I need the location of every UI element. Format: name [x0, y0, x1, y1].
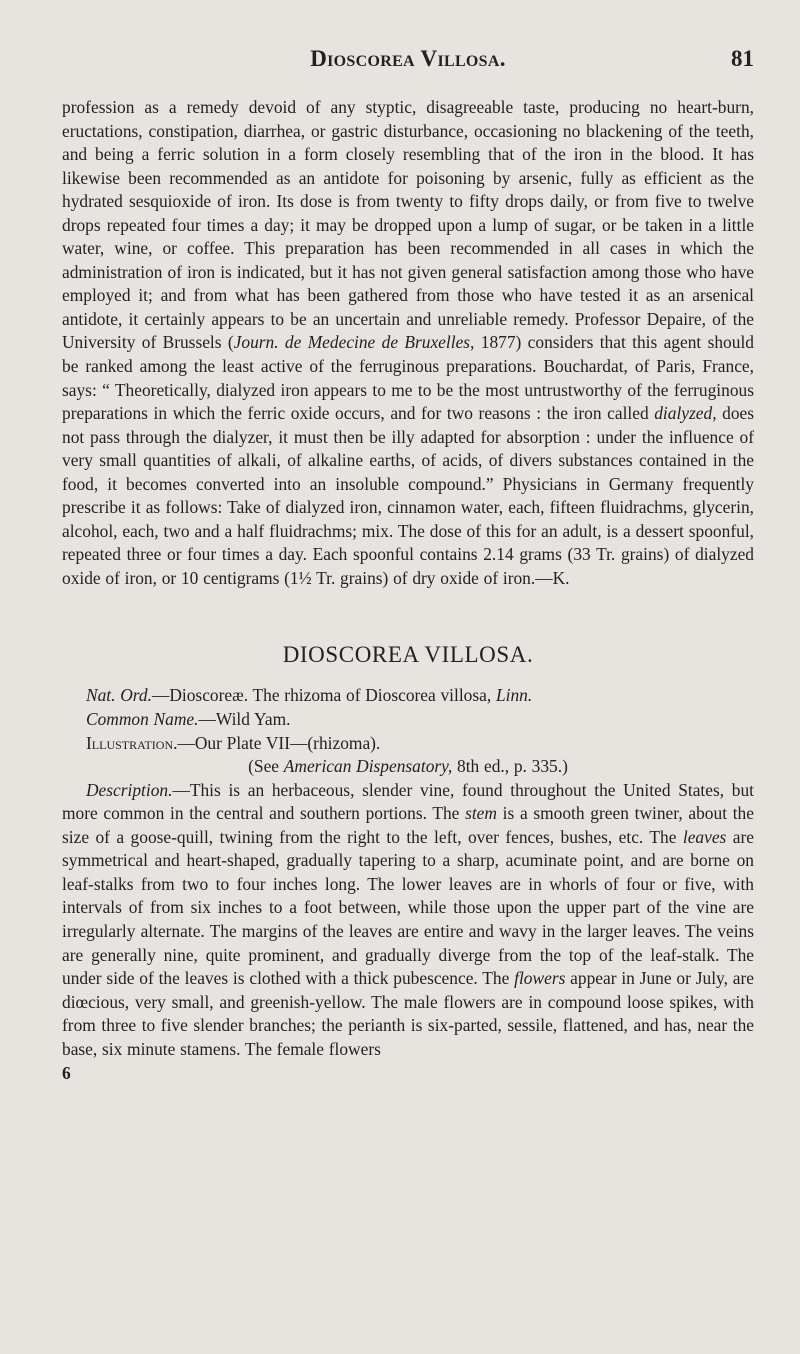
text-run: appear in June or July, are diœcious, very small, and greenish-yellow. The male flowers are in compound loose spikes, with from three to five slender branches; the perianth is six-parted, sessile, flattened, and has, near the base, six minute stamens. The female flowers	[62, 968, 754, 1059]
common-name-text: —Wild Yam.	[198, 709, 291, 730]
reference-line	[62, 755, 754, 779]
nat-ord-line	[62, 684, 754, 708]
text-run: is a smooth green twiner, about the size of a goose-quill, twining from the right to the left, over fences, bushes, etc. The	[62, 803, 754, 847]
section-title: DIOSCOREA VILLOSA.	[282, 642, 534, 668]
nat-ord-label: Nat. Ord.	[86, 685, 152, 706]
description-paragraph	[62, 779, 754, 1062]
common-name-line	[62, 708, 754, 732]
authority: Linn.	[495, 685, 533, 706]
monograph-metadata	[62, 684, 754, 778]
italic-term: flowers	[514, 968, 566, 989]
text-run: does not pass through the dialyzer, it must then be illy adapted for absorption : under the influence of very small quantities of alkali, of alkaline earths, of acids, of divers substances contained in the food, it becomes converted into an insoluble compound.” Physicians in Germany frequently prescribe it as follows: Take of dialyzed iron, cinnamon water, each, fifteen fluidrachms, glycerin, alcohol, each, two and a half fluidrachms; mix. The dose of this for an adult, is a dessert spoonful, repeated three or four times a day. Each spoonful contains 2.14 grams (33 Tr. grains) of dialyzed oxide of iron, or 10 centigrams (1½ Tr. grains) of dry oxide of iron.—K.	[62, 403, 755, 588]
illustration-line	[62, 732, 754, 756]
reference-title: American Dispensatory,	[283, 756, 453, 777]
common-name-label: Common Name.	[86, 709, 199, 730]
page-number: 81	[731, 46, 754, 71]
journal-citation: Journ. de Medecine de Bruxelles,	[233, 332, 475, 353]
italic-term: leaves	[682, 826, 727, 847]
signature-mark: 6	[62, 1063, 71, 1084]
page-header	[62, 40, 754, 86]
text-run: profession as a remedy devoid of any styptic, disagreeable taste, producing no heart-burn, eructations, constipation, diarrhea, or gastric disturbance, occasioning no blackening of the teeth, and being a ferric solution in a form closely resembling that of the iron in the blood. It has likewise been recommended as an antidote for poisoning by arsenic, fully as efficient as the hydrated sesquioxide of iron. Its dose is from twenty to fifty drops daily, or from five to twelve drops repeated four times a day; it may be dropped upon a lump of sugar, or be taken in a little water, wine, or coffee. This preparation has been recommended in all cases in which the administration of iron is indicated, but it has not given general satisfaction among those who have employed it; and from what has been gathered from those who have tested it as an arsenical antidote, it certainly appears to be an uncertain and unreliable remedy. Professor Depaire, of the University of Brussels (	[62, 97, 754, 353]
description-label: Description.	[86, 779, 173, 800]
running-head: Dioscorea Villosa.	[310, 46, 506, 71]
nat-ord-text: —Dioscoreæ. The rhizoma of Dioscorea villosa,	[151, 685, 496, 706]
illustration-text: —Our Plate VII—(rhizoma).	[177, 732, 381, 753]
italic-term: dialyzed,	[654, 403, 717, 424]
illustration-label: Illustration.	[86, 732, 178, 753]
body-paragraph	[62, 96, 754, 590]
text-run: 1877) considers that this agent should be ranked among the least active of the ferruginous preparations. Bouchardat, of Paris, France, says: “ Theoretically, dialyzed iron appears to me to be the most untrustworthy of the ferruginous preparations in which the ferric oxide occurs, and for two reasons : the iron called	[62, 332, 754, 424]
text-run: —This is an herbaceous, slender vine, found throughout the United States, but more common in the central and southern portions. The	[62, 779, 754, 824]
text-run: are symmetrical and heart-shaped, gradually tapering to a sharp, acuminate point, and are borne on leaf-stalks from two to four inches long. The lower leaves are in whorls of four or five, with intervals of from six inches to a foot between, while those upon the upper part of the vine are irregularly alternate. The margins of the leaves are entire and wavy in the larger leaves. The veins are generally nine, quite prominent, and gradually diverge from the top of the leaf-stalk. The under side of the leaves is clothed with a thick pubescence. The	[62, 826, 754, 989]
text-run: (See	[248, 756, 284, 777]
italic-term: stem	[465, 803, 497, 824]
text-run: 8th ed., p. 335.)	[452, 756, 568, 777]
